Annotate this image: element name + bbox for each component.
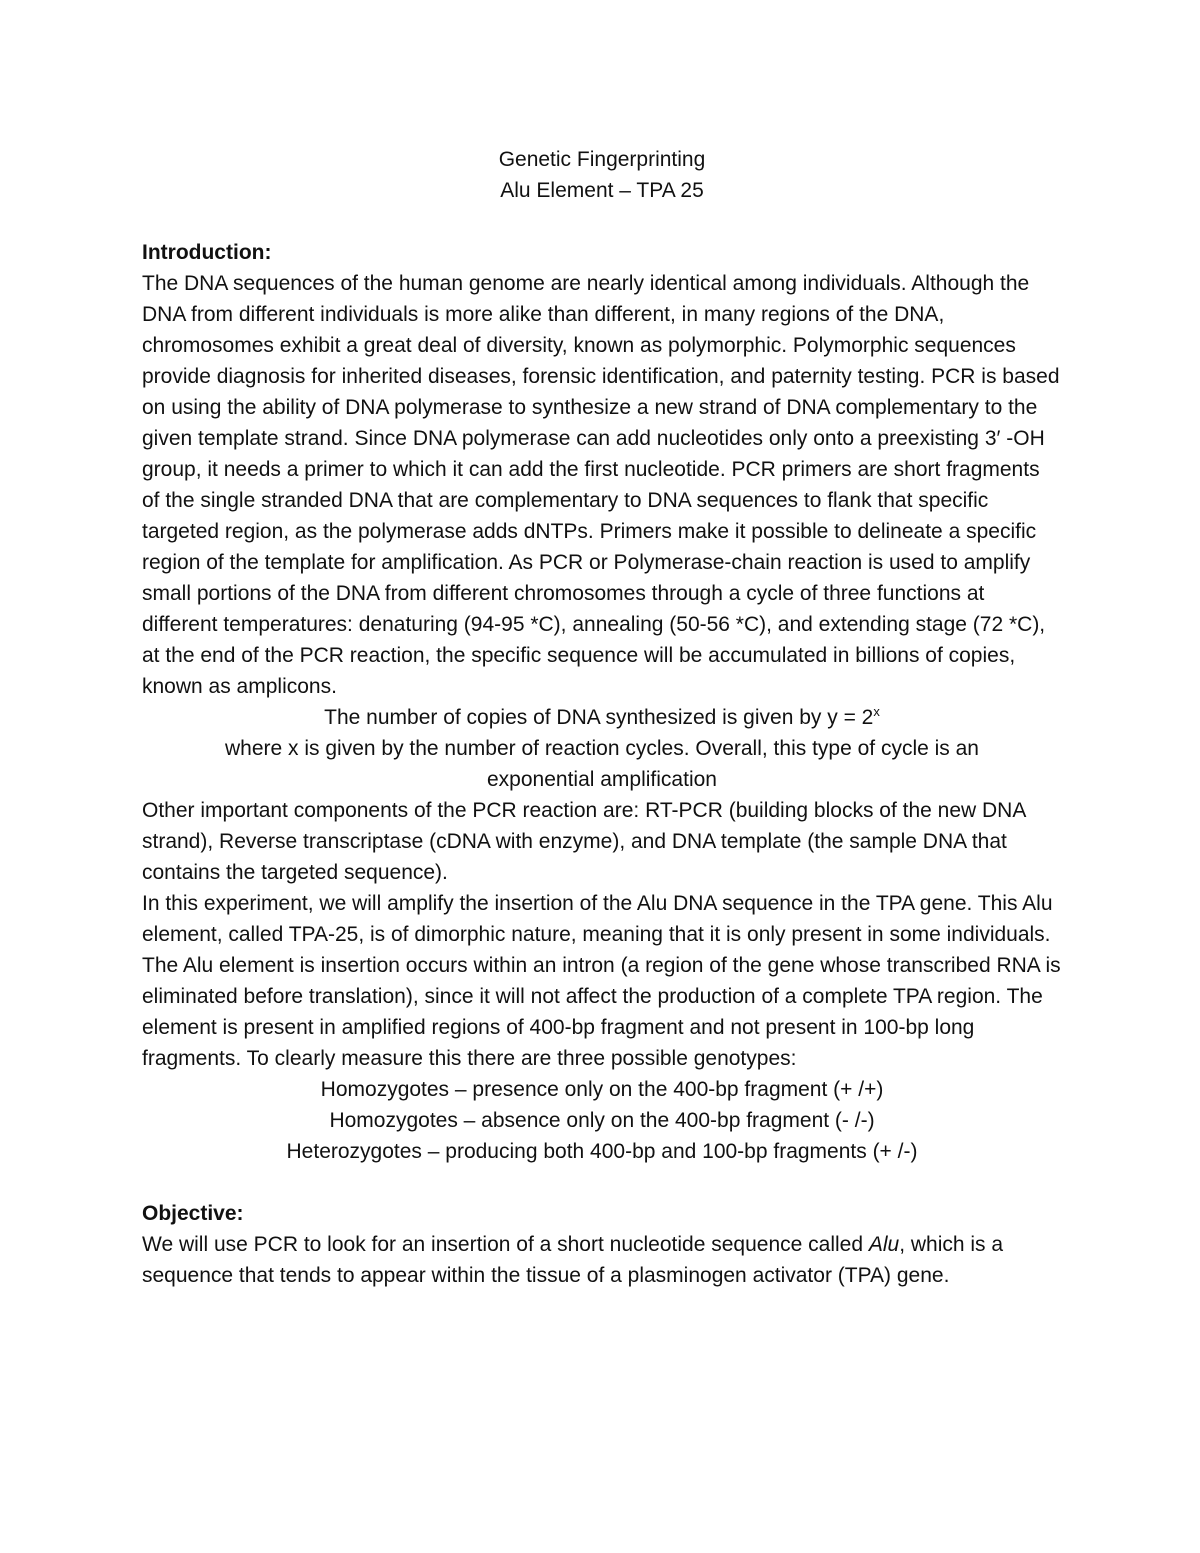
copies-formula (142, 702, 1062, 733)
objective-paragraph (142, 1229, 1062, 1291)
document-title: Genetic Fingerprinting (498, 148, 706, 171)
formula-explanation: where x is given by the number of reaction cycles. Overall, this type of cycle is an exponential amplification (224, 737, 979, 791)
introduction-paragraph-3: In this experiment, we will amplify the insertion of the Alu DNA sequence in the TPA gene. This Alu element, called TPA-25, is of dimorphic nature, meaning that it is only present in some individuals. The Alu element is insertion occurs within an intron (a region of the gene whose transcribed RNA is eliminated before translation), since it will not affect the production of a complete TPA region. The element is present in amplified regions of 400-bp fragment and not present in 100-bp long fragments. To clearly measure this there are three possible genotypes: (142, 892, 1061, 1070)
introduction-section (142, 237, 1062, 1167)
copies-formula-exponent: x (873, 704, 880, 719)
introduction-heading: Introduction: (142, 241, 272, 264)
objective-section (142, 1198, 1062, 1291)
objective-italic-term: Alu (868, 1233, 900, 1256)
document-content (142, 144, 1062, 1291)
objective-text-before: We will use PCR to look for an insertion of a short nucleotide sequence called (142, 1233, 869, 1256)
introduction-paragraph-2: Other important components of the PCR reaction are: RT-PCR (building blocks of the new DNA strand), Reverse transcriptase (cDNA with enzyme), and DNA template (the sample DNA that contains the targeted sequence). (142, 799, 1026, 884)
genotype-item: Heterozygotes – producing both 400-bp and 100-bp fragments (+ /-) (286, 1140, 918, 1163)
copies-formula-text: The number of copies of DNA synthesized is given by y = 2 (324, 706, 874, 729)
genotype-item: Homozygotes – presence only on the 400-bp fragment (+ /+) (320, 1078, 884, 1101)
section-spacer (142, 1167, 1062, 1198)
genotype-item: Homozygotes – absence only on the 400-bp fragment (- /-) (329, 1109, 875, 1132)
objective-heading: Objective: (142, 1202, 244, 1225)
introduction-paragraph-1: The DNA sequences of the human genome are nearly identical among individuals. Although the DNA from different individuals is more alike than different, in many regions of the DNA, chromosomes exhibit a great deal of diversity, known as polymorphic. Polymorphic sequences provide diagnosis for inherited diseases, forensic identification, and paternity testing. PCR is based on using the ability of DNA polymerase to synthesize a new strand of DNA complementary to the given template strand. Since DNA polymerase can add nucleotides only onto a preexisting 3′ -OH group, it needs a primer to which it can add the first nucleotide. PCR primers are short fragments of the single stranded DNA that are complementary to DNA sequences to flank that specific targeted region, as the polymerase adds dNTPs. Primers make it possible to delineate a specific region of the template for amplification. As PCR or Polymerase-chain reaction is used to amplify small portions of the DNA from different chromosomes through a cycle of three functions at different temperatures: denaturing (94-95 *C), annealing (50-56 *C), and extending stage (72 *C), at the end of the PCR reaction, the specific sequence will be accumulated in billions of copies, known as amplicons. (142, 272, 1060, 698)
genotype-list (142, 1074, 1062, 1167)
objective-text-after: , which is a sequence that tends to appear within the tissue of a plasminogen activator (TPA) gene. (142, 1233, 1004, 1287)
document-subtitle: Alu Element – TPA 25 (500, 179, 704, 202)
title-block (142, 144, 1062, 206)
